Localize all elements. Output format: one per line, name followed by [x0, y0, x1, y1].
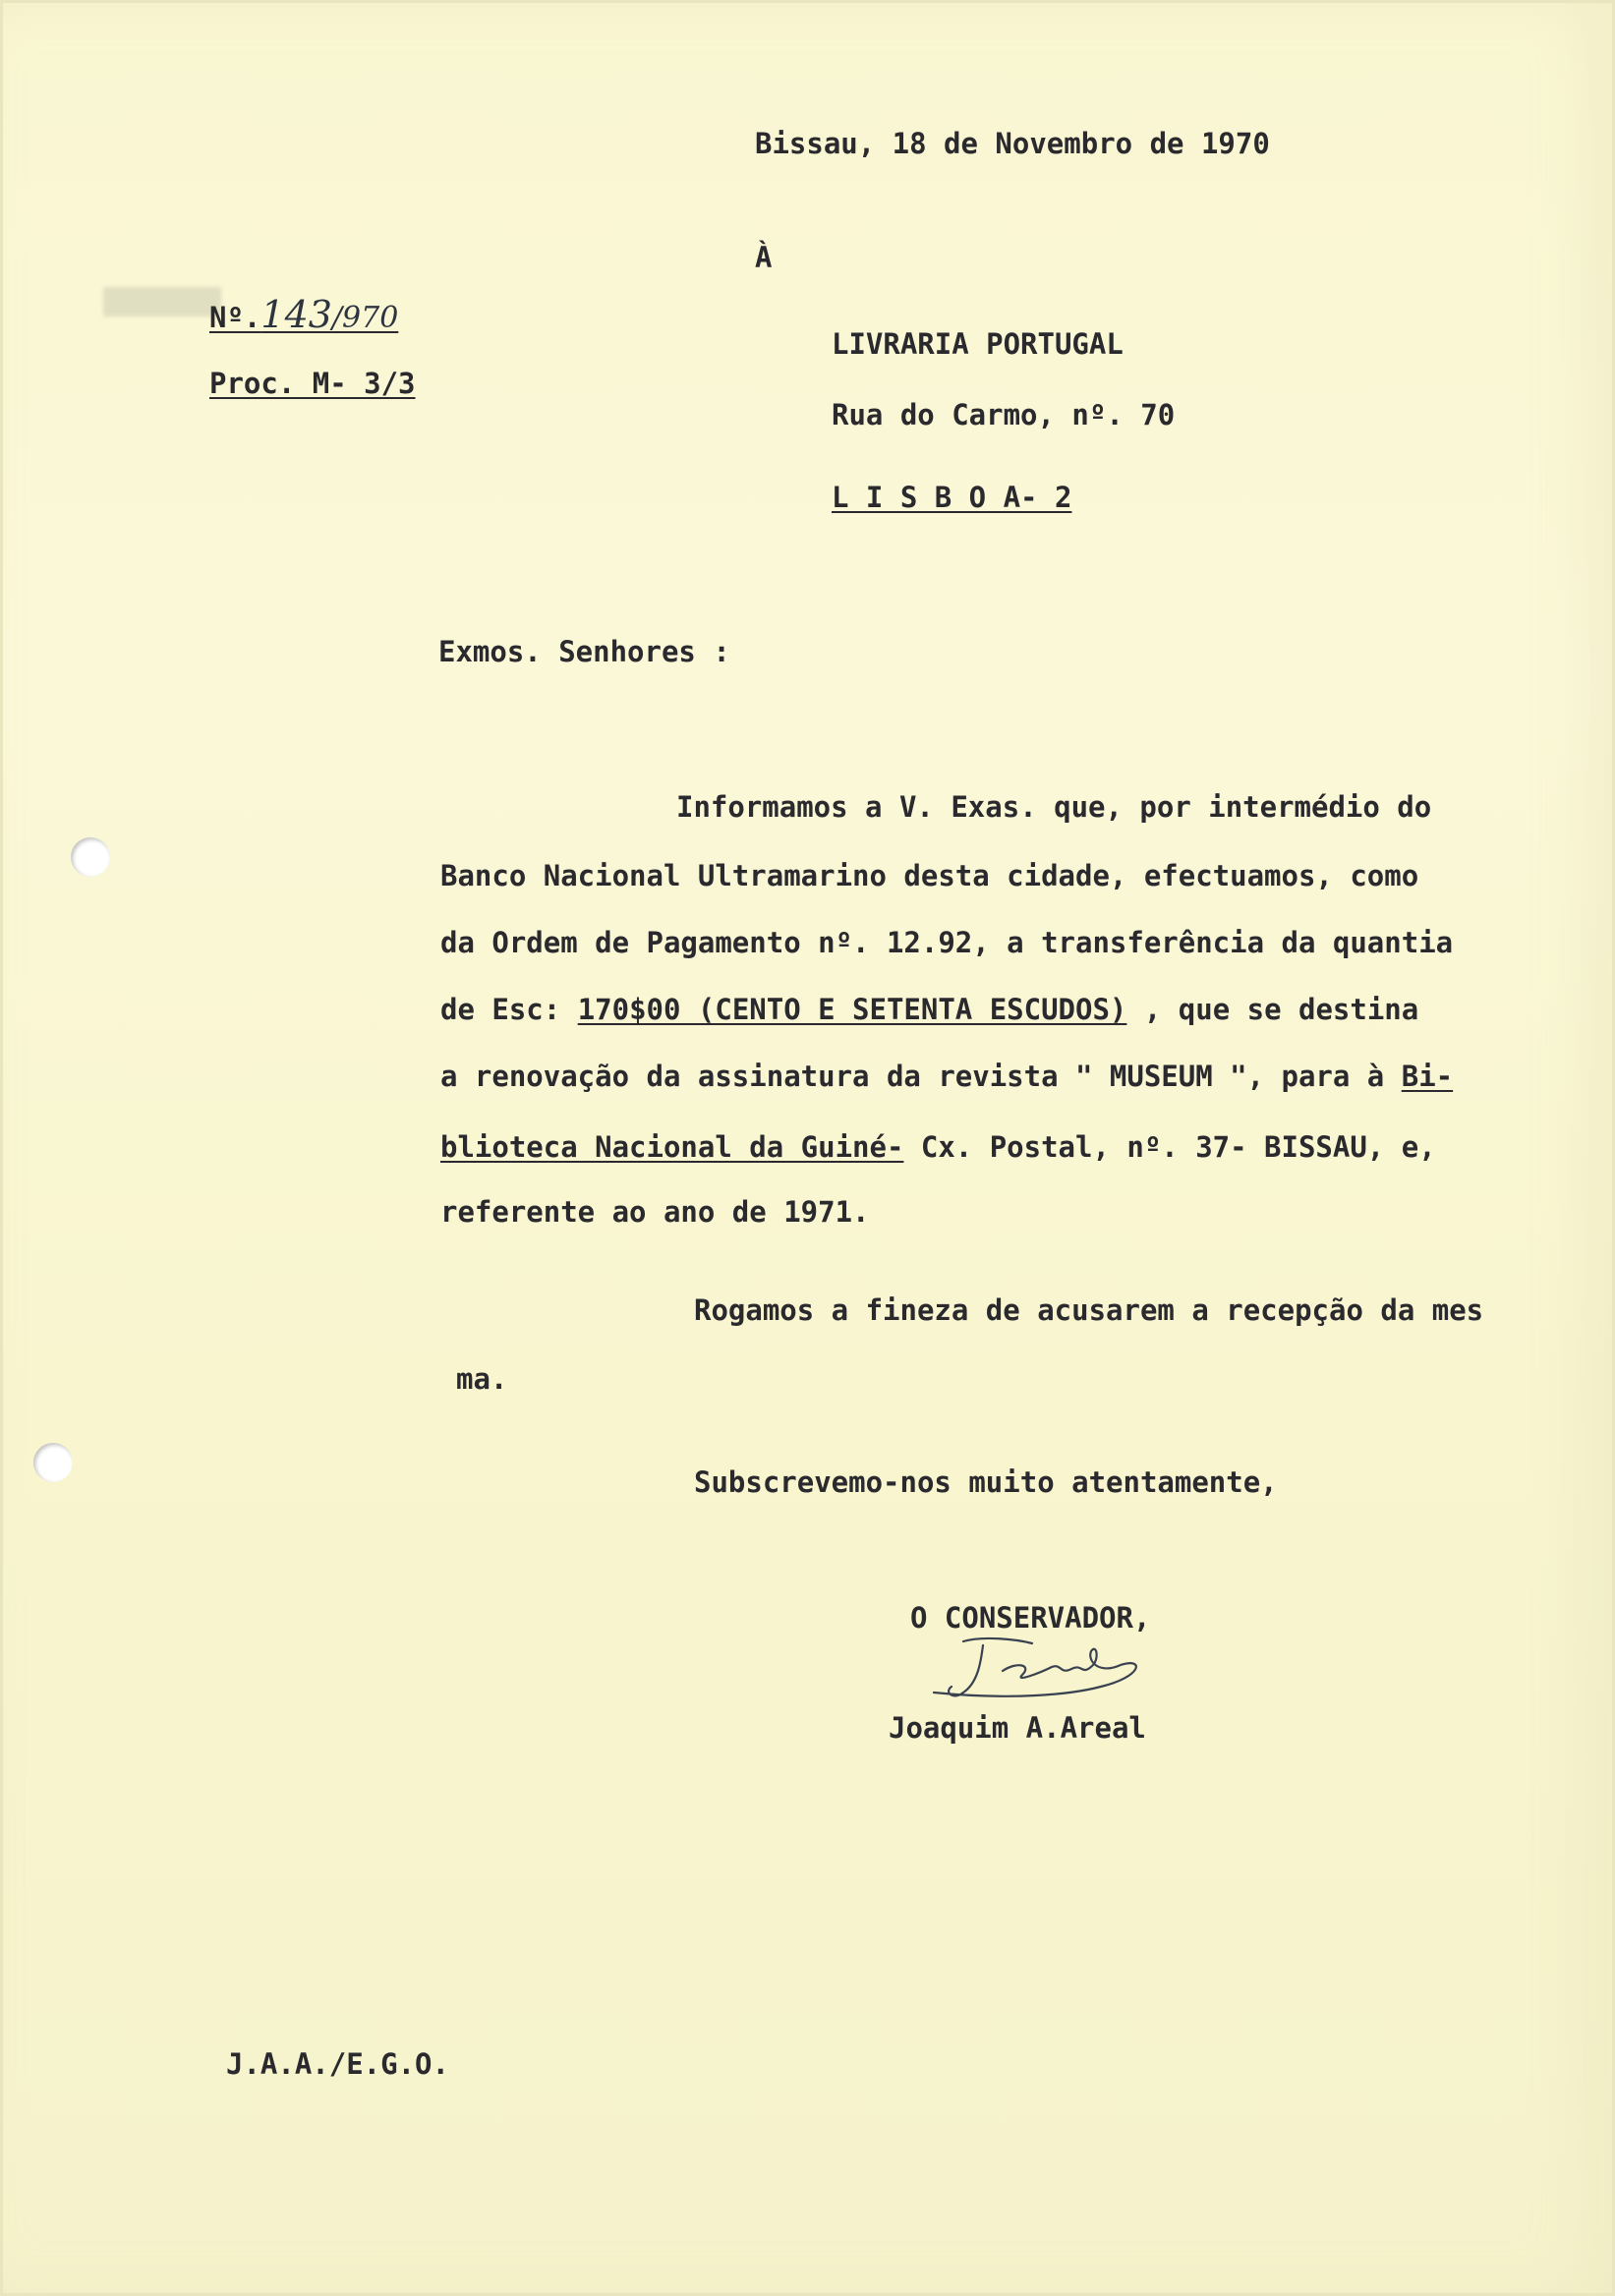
place-date: Bissau, 18 de Novembro de 1970: [755, 127, 1270, 160]
library-name-part-2: blioteca Nacional da Guiné-: [440, 1130, 904, 1164]
reference-suffix: /970: [331, 301, 399, 335]
currency-label: de Esc:: [440, 993, 578, 1026]
salutation: Exmos. Senhores :: [438, 635, 730, 668]
signatory-title: O CONSERVADOR,: [910, 1601, 1151, 1635]
request-line-1: Rogamos a fineza de acusarem a recepção da mes: [694, 1293, 1484, 1327]
handwritten-signature: [924, 1632, 1180, 1710]
typist-initials: J.A.A./E.G.O.: [226, 2047, 449, 2081]
body-line-5-text: a renovação da assinatura da revista " MUSEUM ", para à: [440, 1060, 1402, 1093]
recipient-name: LIVRARIA PORTUGAL: [832, 327, 1124, 361]
to-marker: À: [755, 241, 773, 274]
library-name-part-1: Bi-: [1401, 1060, 1454, 1093]
reference-handwritten: 143: [260, 293, 332, 336]
recipient-street: Rua do Carmo, nº. 70: [832, 398, 1176, 431]
body-line-4: [440, 992, 1418, 1027]
closing: Subscrevemo-nos muito atentamente,: [694, 1465, 1278, 1499]
body-line-3: da Ordem de Pagamento nº. 12.92, a transferência da quantia: [440, 926, 1454, 959]
payment-amount: 170$00 (CENTO E SETENTA ESCUDOS): [577, 993, 1127, 1026]
body-line-4-tail: , que se destina: [1126, 993, 1419, 1026]
recipient-city: L I S B O A- 2: [832, 481, 1072, 514]
punch-hole-bottom: [33, 1443, 73, 1482]
ink-smudge: [103, 287, 221, 316]
body-line-6: [440, 1129, 1436, 1165]
body-line-1: Informamos a V. Exas. que, por intermédio do: [676, 790, 1432, 824]
request-line-2: ma.: [456, 1362, 508, 1396]
body-line-7: referente ao ano de 1971.: [440, 1195, 870, 1229]
body-line-2: Banco Nacional Ultramarino desta cidade, efectuamos, como: [440, 859, 1419, 892]
punch-hole-top: [71, 837, 110, 877]
body-line-5: [440, 1059, 1453, 1094]
reference-number: [209, 293, 399, 336]
signatory-name: Joaquim A.Areal: [889, 1711, 1146, 1745]
body-line-6-tail: Cx. Postal, nº. 37- BISSAU, e,: [903, 1130, 1436, 1164]
reference-prefix: Nº.: [209, 301, 261, 334]
process-number: Proc. M- 3/3: [209, 367, 416, 400]
signature-svg: [924, 1632, 1180, 1710]
